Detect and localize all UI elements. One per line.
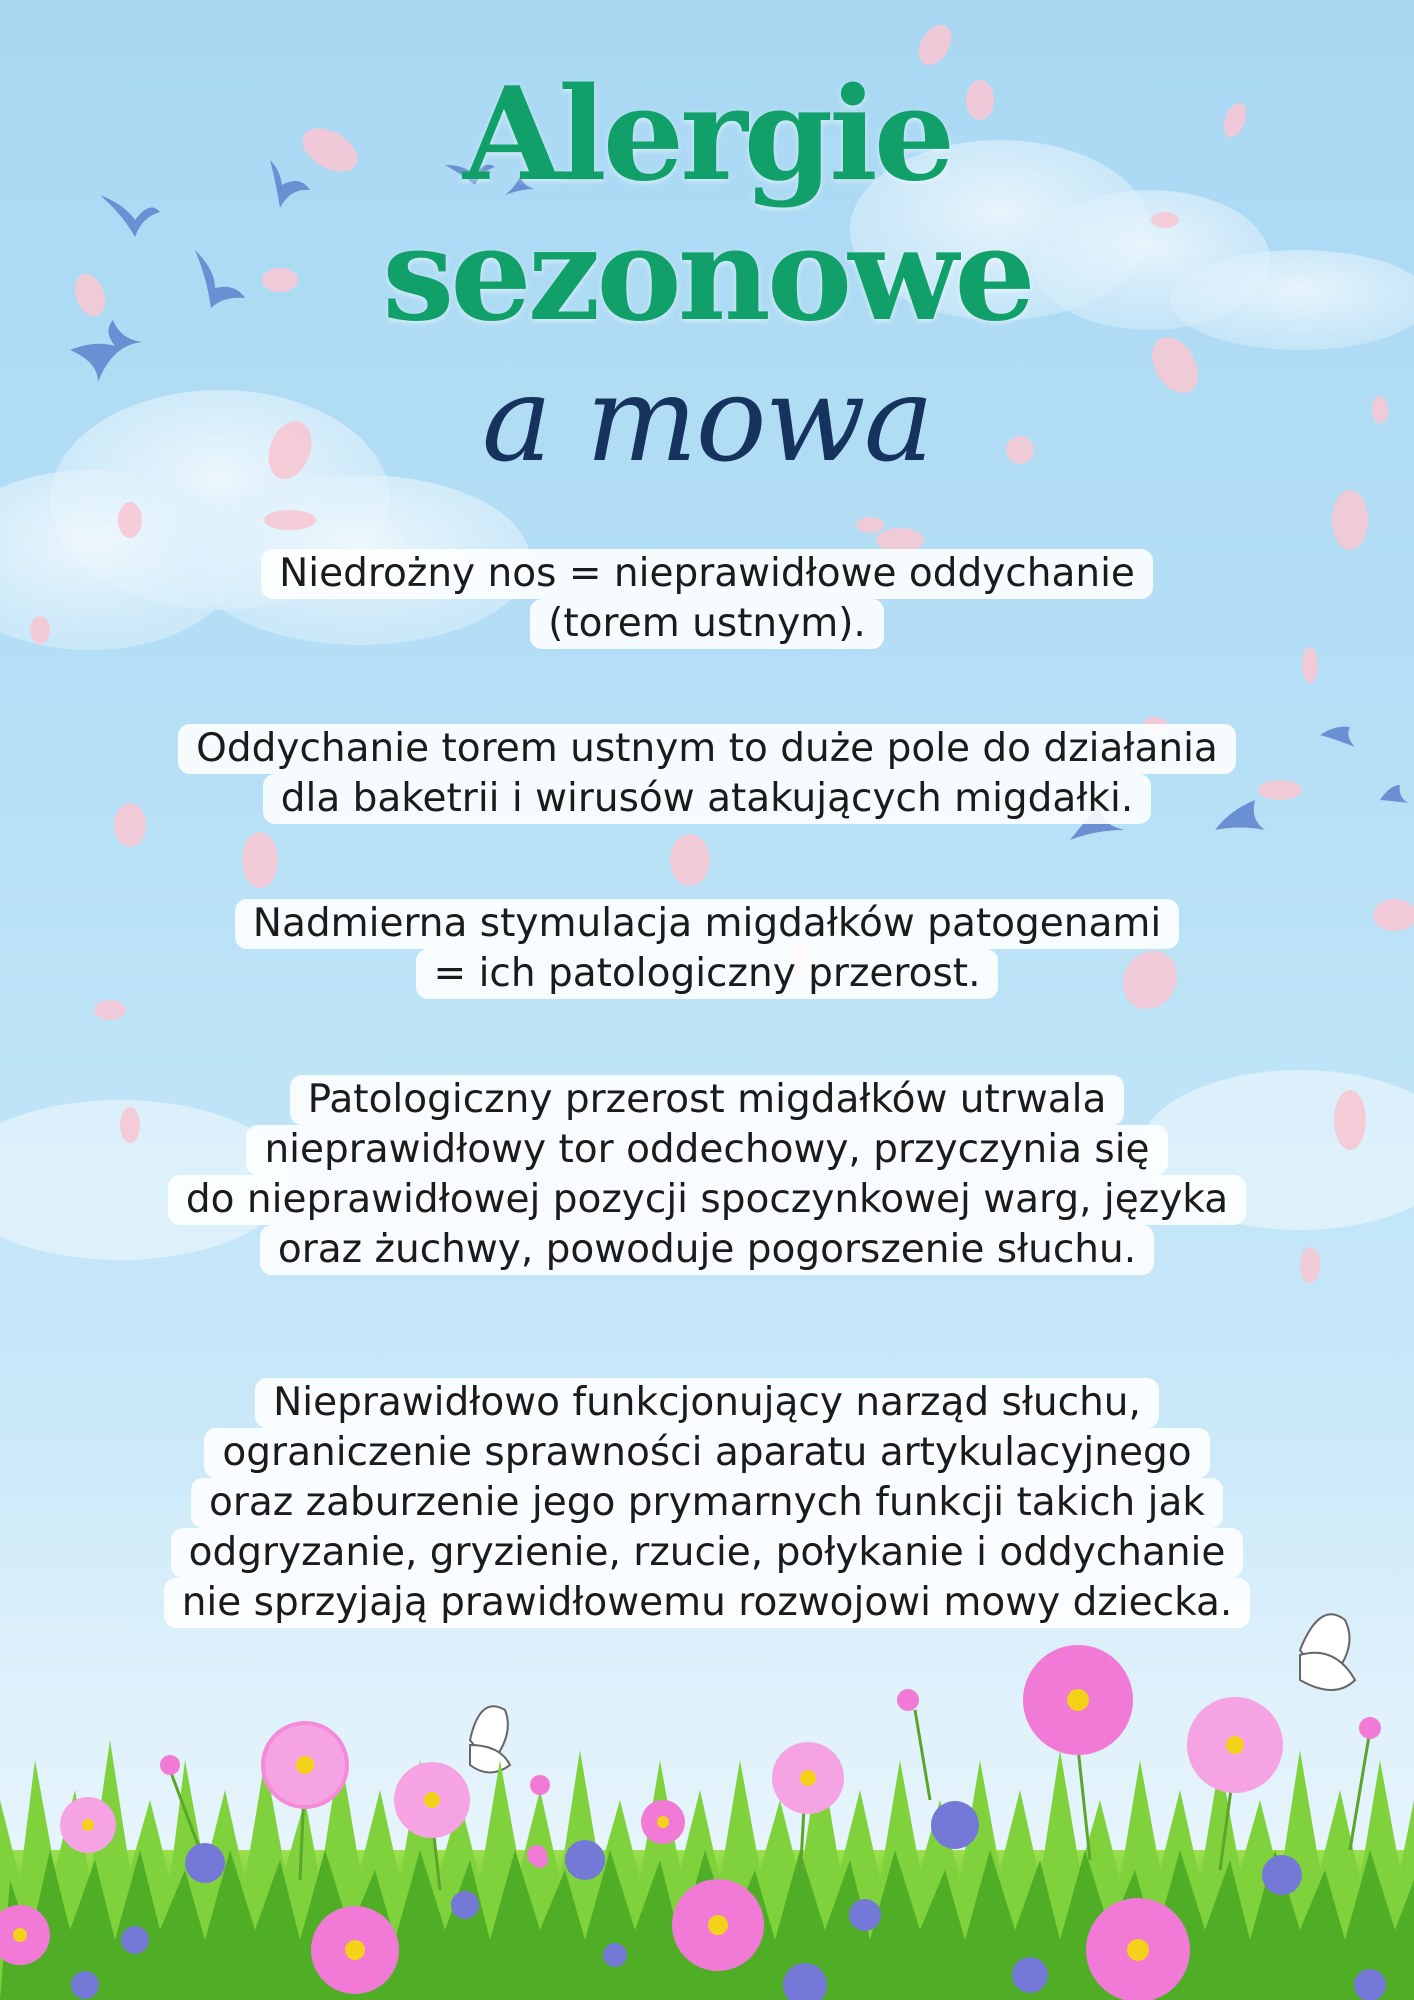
title-line-3: a mowa [481, 350, 933, 488]
paragraph-3-line-1: Nadmierna stymulacja migdałków patogenami [235, 899, 1179, 949]
paragraph-1-line-2: (torem ustnym). [530, 599, 884, 649]
paragraph-4-line-2: nieprawidłowy tor oddechowy, przyczynia się [246, 1125, 1167, 1175]
paragraph-4-line-4: oraz żuchwy, powoduje pogorszenie słuchu. [260, 1225, 1154, 1275]
paragraph-5-line-1: Nieprawidłowo funkcjonujący narząd słuchu, [255, 1378, 1159, 1428]
paragraph-2-line-2: dla baketrii i wirusów atakujących migdałki. [263, 774, 1151, 824]
paragraph-5-line-4: odgryzanie, gryzienie, rzucie, połykanie i oddychanie [171, 1528, 1244, 1578]
paragraph-1 [0, 549, 1414, 649]
paragraph-4-line-1: Patologiczny przerost migdałków utrwala [290, 1075, 1125, 1125]
title-line-1: Alergie [462, 60, 952, 210]
paragraph-2 [0, 724, 1414, 824]
paragraph-4 [0, 1075, 1414, 1275]
paragraph-1-line-1: Niedrożny nos = nieprawidłowe oddychanie [261, 549, 1153, 599]
title-line-2: sezonowe [382, 200, 1032, 350]
paragraph-5-line-5: nie sprzyjają prawidłowemu rozwojowi mowy dziecka. [164, 1578, 1251, 1628]
paragraph-3 [0, 899, 1414, 999]
paragraph-5-line-2: ograniczenie sprawności aparatu artykulacyjnego [204, 1428, 1209, 1478]
paragraph-2-line-1: Oddychanie torem ustnym to duże pole do działania [178, 724, 1236, 774]
page-title [0, 60, 1414, 488]
paragraph-5-line-3: oraz zaburzenie jego prymarnych funkcji takich jak [191, 1478, 1223, 1528]
paragraph-4-line-3: do nieprawidłowej pozycji spoczynkowej warg, języka [168, 1175, 1246, 1225]
paragraph-3-line-2: = ich patologiczny przerost. [416, 949, 999, 999]
paragraph-5 [0, 1378, 1414, 1628]
